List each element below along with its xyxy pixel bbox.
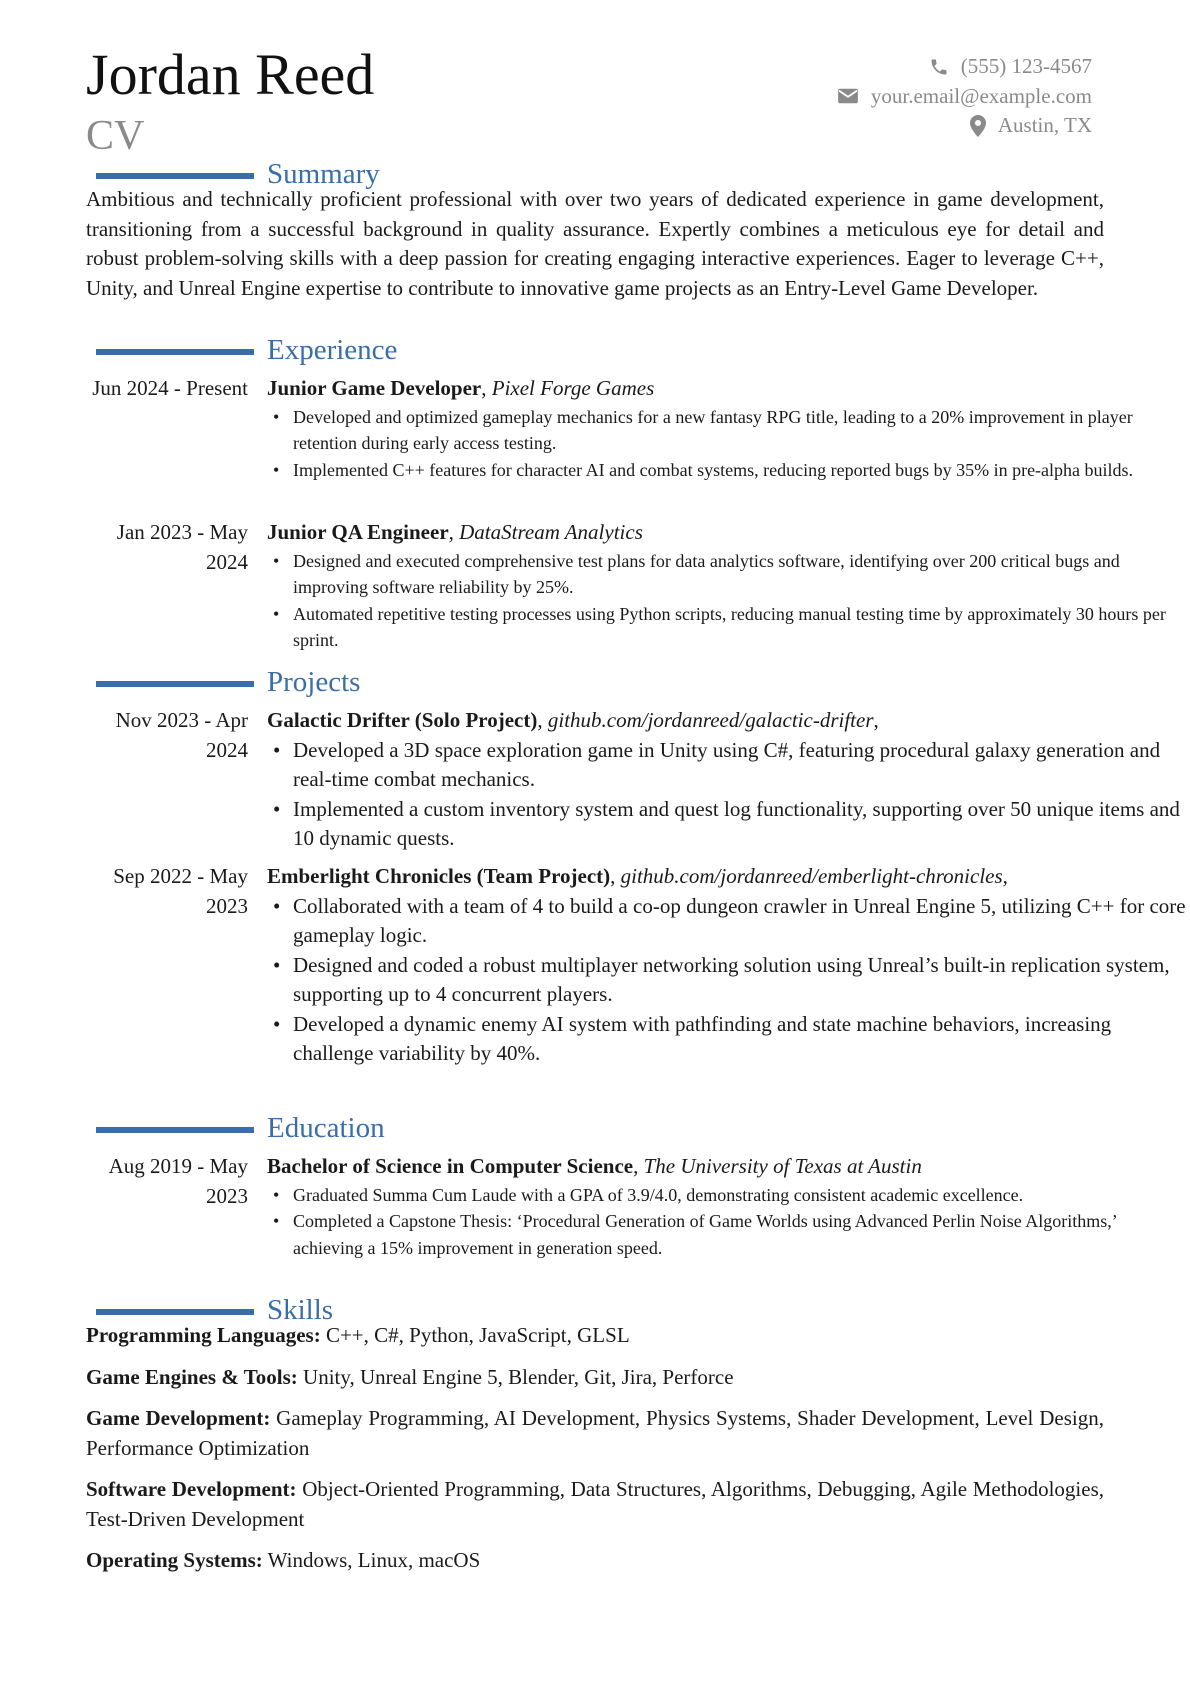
document-subtitle: CV: [86, 113, 145, 159]
skill-label: Programming Languages:: [86, 1323, 321, 1347]
contact-email: [837, 82, 1092, 112]
contact-block: [837, 52, 1092, 141]
job-role: Junior Game Developer: [267, 376, 482, 400]
entry-content: [267, 862, 1189, 1069]
contact-phone: [837, 52, 1092, 82]
bullet-item: • Developed and optimized gameplay mechanics for a new fantasy RPG title, leading to a 20% improvement in player retention during early access testing.: [267, 404, 1189, 457]
skill-label: Operating Systems:: [86, 1548, 263, 1572]
bullet-item: • Designed and coded a robust multiplayer networking solution using Unreal’s built-in replication system, supporting up to 4 concurrent players.: [267, 951, 1189, 1010]
skill-row: [86, 1546, 1104, 1576]
section-title-skills: Skills: [267, 1294, 334, 1326]
skill-row: [86, 1321, 1104, 1351]
location-text: Austin, TX: [997, 113, 1092, 137]
project-link[interactable]: github.com/jordanreed/galactic-drifter: [547, 708, 874, 732]
section-bar: [96, 681, 254, 687]
skill-row: [86, 1475, 1104, 1534]
skill-value: Gameplay Programming, AI Development, Physics Systems, Shader Development, Level Design, Performance Optimization: [86, 1406, 1104, 1460]
phone-icon: [929, 57, 949, 77]
project-name: Galactic Drifter (Solo Project): [267, 708, 538, 732]
entry-content: [267, 518, 1189, 654]
entry-bullets: [267, 892, 1189, 1069]
bullet-item: • Completed a Capstone Thesis: ‘Procedural Generation of Game Worlds using Advanced Perlin Noise Algorithms,’ achieving a 15% improvement in generation speed.: [267, 1208, 1189, 1261]
project-link[interactable]: github.com/jordanreed/emberlight-chronicles: [620, 864, 1003, 888]
phone-number[interactable]: (555) 123-4567: [960, 54, 1092, 78]
bullet-item: • Collaborated with a team of 4 to build a co-op dungeon crawler in Unreal Engine 5, utilizing C++ for core gameplay logic.: [267, 892, 1189, 951]
entry-title: Junior QA Engineer, DataStream Analytics: [267, 520, 643, 544]
skill-row: [86, 1404, 1104, 1463]
skill-value: Object-Oriented Programming, Data Structures, Algorithms, Debugging, Agile Methodologies, Test-Driven Development: [86, 1477, 1104, 1531]
skills-list: [86, 1321, 1104, 1588]
bullet-item: • Implemented a custom inventory system and quest log functionality, supporting over 50 unique items and 10 dynamic quests.: [267, 795, 1189, 854]
entry-bullets: [267, 404, 1189, 484]
school-name: The University of Texas at Austin: [643, 1154, 922, 1178]
degree-name: Bachelor of Science in Computer Science: [267, 1154, 634, 1178]
skill-label: Game Development:: [86, 1406, 271, 1430]
skill-value: Windows, Linux, macOS: [267, 1548, 481, 1572]
bullet-item: • Developed a dynamic enemy AI system with pathfinding and state machine behaviors, increasing challenge variability by 40%.: [267, 1010, 1189, 1069]
entry-date: Sep 2022 - May 2023: [113, 864, 248, 918]
entry-title: Bachelor of Science in Computer Science, The University of Texas at Austin: [267, 1154, 922, 1178]
entry-date: Jan 2023 - May 2024: [116, 520, 248, 574]
entry-date: Jun 2024 - Present: [92, 376, 248, 400]
bullet-item: • Implemented C++ features for character AI and combat systems, reducing reported bugs by 35% in pre-alpha builds.: [267, 457, 1189, 484]
section-title-education: Education: [267, 1112, 385, 1144]
contact-location: [837, 111, 1092, 141]
section-title-experience: Experience: [267, 334, 398, 366]
entry-bullets: [267, 548, 1189, 654]
entry-date: Nov 2023 - Apr 2024: [115, 708, 248, 762]
section-title-summary: Summary: [267, 158, 380, 190]
entry-bullets: [267, 1182, 1189, 1262]
map-pin-icon: [970, 115, 986, 137]
entry-title: Emberlight Chronicles (Team Project), github.com/jordanreed/emberlight-chronicles,: [267, 864, 1008, 888]
entry-content: [267, 1152, 1189, 1261]
job-role: Junior QA Engineer: [267, 520, 449, 544]
skill-label: Software Development:: [86, 1477, 297, 1501]
email-address[interactable]: your.email@example.com: [870, 83, 1092, 108]
entry-bullets: [267, 736, 1189, 854]
bullet-item: • Graduated Summa Cum Laude with a GPA of 3.9/4.0, demonstrating consistent academic excellence.: [267, 1182, 1189, 1209]
section-bar: [96, 1309, 254, 1315]
bullet-item: • Designed and executed comprehensive test plans for data analytics software, identifying over 200 critical bugs and improving software reliability by 25%.: [267, 548, 1189, 601]
entry-title: Galactic Drifter (Solo Project), github.com/jordanreed/galactic-drifter,: [267, 708, 879, 732]
skill-label: Game Engines & Tools:: [86, 1364, 298, 1389]
section-bar: [96, 173, 254, 179]
bullet-item: • Developed a 3D space exploration game in Unity using C#, featuring procedural galaxy generation and real-time combat mechanics.: [267, 736, 1189, 795]
summary-text: Ambitious and technically proficient professional with over two years of dedicated experience in game development, transitioning from a successful background in quality assurance. Expertly combines a meticulous eye for detail and robust problem-solving skills with a deep passion for creating engaging interactive experiences. Eager to leverage C++, Unity, and Unreal Engine expertise to contribute to innovative game projects as an Entry-Level Game Developer.: [86, 187, 1104, 300]
project-name: Emberlight Chronicles (Team Project): [267, 864, 611, 888]
skill-row: [86, 1363, 1104, 1393]
entry-content: [267, 706, 1189, 854]
candidate-name: Jordan Reed: [86, 42, 375, 107]
envelope-icon: [837, 87, 859, 105]
entry-date: Aug 2019 - May 2023: [108, 1154, 248, 1208]
job-company: DataStream Analytics: [459, 520, 643, 544]
section-bar: [96, 1127, 254, 1133]
bullet-item: • Automated repetitive testing processes using Python scripts, reducing manual testing time by approximately 30 hours per sprint.: [267, 601, 1189, 654]
skill-value: Unity, Unreal Engine 5, Blender, Git, Jira, Perforce: [303, 1364, 734, 1389]
section-bar: [96, 349, 254, 355]
section-title-projects: Projects: [267, 666, 361, 698]
entry-content: [267, 374, 1189, 483]
job-company: Pixel Forge Games: [491, 376, 655, 400]
skill-value: C++, C#, Python, JavaScript, GLSL: [325, 1323, 630, 1347]
entry-title: Junior Game Developer, Pixel Forge Games: [267, 376, 655, 400]
